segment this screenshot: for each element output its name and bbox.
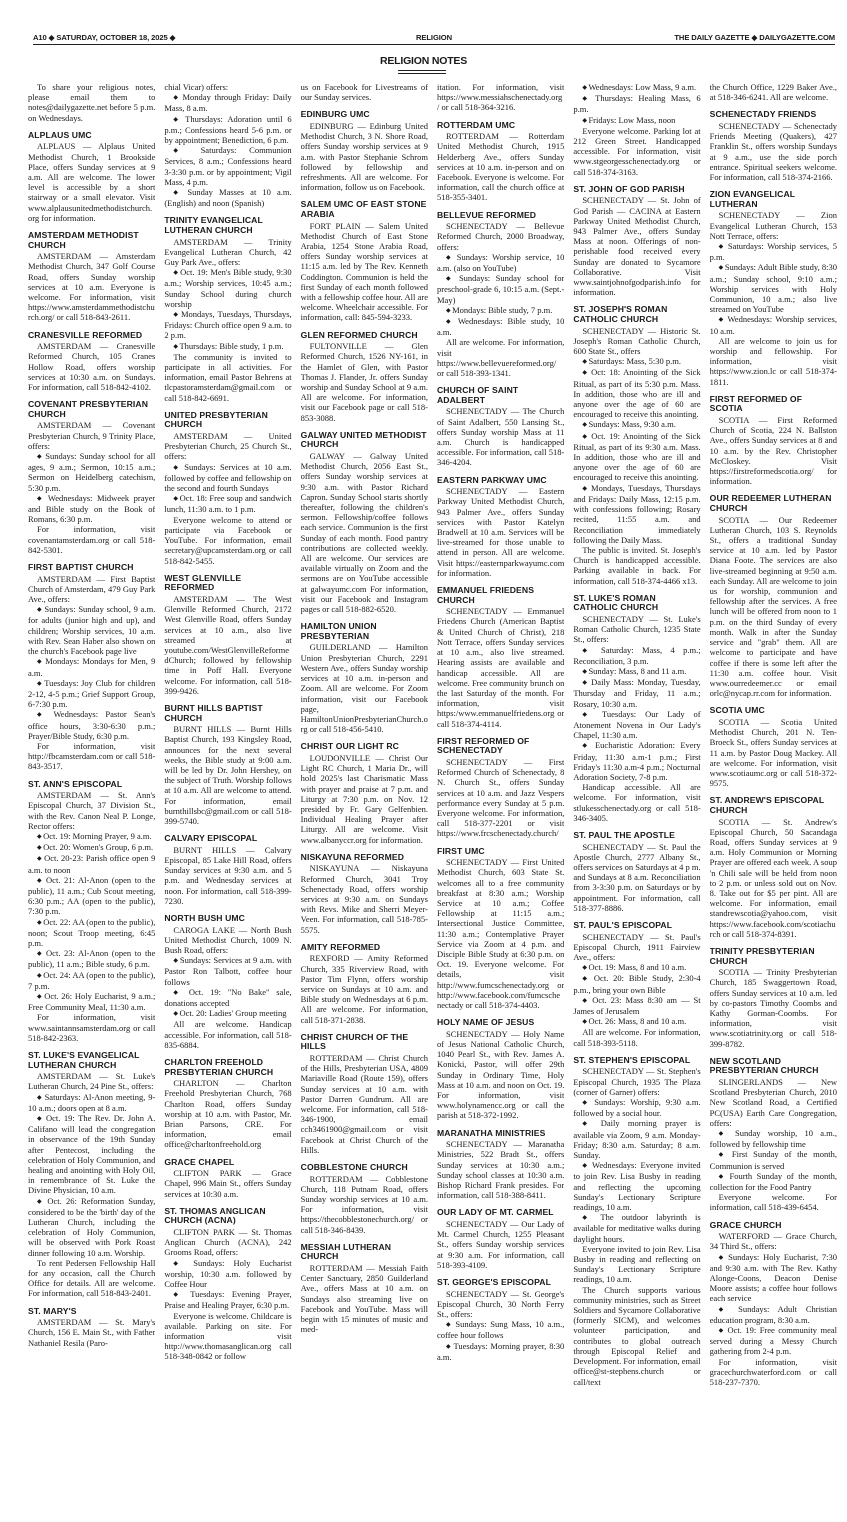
- notice-paragraph: NISKAYUNA — Niskayuna Reformed Church, 3041 Troy Schenectady Road, offers worship services at 9:30 a.m. on Sundays with Revs. Mike and Sherri Meyer-Veen. For information, call 518-785-5575.: [300, 863, 428, 935]
- schedule-bullet-item: ◆ Eucharistic Adoration: Every Friday, 11:30 a.m-1 p.m.; First Friday's 11:30 a.m-4 p.m.; Nocturnal Adoration Society, 7-8 p.m.: [573, 740, 700, 782]
- schedule-bullet-item: ◆ Mondays: Bible study, 7 p.m.: [437, 305, 564, 316]
- schedule-bullet-item: ◆ Sundays: Holy Eucharist worship, 10:30 a.m. followed by Coffee Hour: [164, 1258, 291, 1290]
- schedule-bullet-item: ◆ Oct. 19: Mass, 8 and 10 a.m.: [573, 962, 700, 973]
- schedule-bullet-item: ◆ Sundays: Services at 10 a.m. followed by coffee and fellowship on the second and fourth Sundays: [164, 462, 291, 494]
- schedule-bullet-item: ◆ Sunday worship, 10 a.m., followed by fellowship time: [710, 1128, 837, 1149]
- church-heading: ST. GEORGE'S EPISCOPAL: [437, 1277, 551, 1288]
- page-title: RELIGION NOTES: [379, 55, 468, 67]
- notice-paragraph: SCHENECTADY — Eastern Parkway United Methodist Church, 943 Palmer Ave., offers Sunday services with Pastor Katelyn Bradwell at 10 a.m. Services will be live-streamed for those unable to attend in person. All are welcome. Visit https://easternparkwayumc.com for information.: [437, 486, 565, 578]
- schedule-bullet-item: ◆ Fridays: Low Mass, noon: [573, 115, 700, 126]
- schedule-bullet-item: ◆ Monday through Friday: Daily Mass, 8 a.m.: [164, 92, 291, 113]
- notice-paragraph: CAROGA LAKE — North Bush United Methodist Church, 1009 N. Bush Road, offers:: [164, 924, 292, 955]
- schedule-bullet-item: ◆ Oct. 18: Free soup and sandwich lunch, 11:30 a.m. to 1 p.m.: [164, 493, 291, 514]
- notice-paragraph: Everyone welcome. Parking lot at 212 Green Street. Handicapped accessible. For information, visit www.stgeorgesschenectady.org or call 518-374-3163.: [573, 125, 701, 177]
- schedule-bullet-item: ◆ Mondays: Mondays for Men, 9 a.m.: [28, 656, 155, 677]
- schedule-bullet-item: ◆ Sundays: Sunday school for all ages, 9 a.m.; Sermon, 10:15 a.m.; Sermon on Heidelberg catechism, 5:30 p.m.: [28, 451, 155, 493]
- schedule-bullet-item: ◆ Oct. 26: Reformation Sunday, considered to be the 'birth' day of the Lutheran Church, including the celebration of Holy Communion, will be observed with Pork Roast dinner following 10 a.m. Worship.: [28, 1196, 155, 1258]
- church-heading: FIRST REFORMED OF SCOTIA: [709, 393, 803, 414]
- schedule-bullet-item: ◆ Wednesdays: Pastor Sean's office hours, 3:30-6:30 p.m.; Prayer/Bible Study, 6:30 p.m.: [28, 709, 155, 741]
- notice-paragraph: AMSTERDAM — St. Luke's Lutheran Church, 24 Pine St., offers:: [28, 1071, 156, 1092]
- continued-paragraph: us on Facebook for Livestreams of our Sunday services.: [300, 82, 428, 103]
- church-heading: AMSTERDAM METHODIST CHURCH: [28, 230, 139, 250]
- schedule-bullet-item: ◆ Oct. 23: Mass 8:30 am — St James of Jerusalem: [573, 995, 700, 1016]
- schedule-bullet-item: ◆ Oct. 20: Bible Study, 2:30-4 p.m., bring your own Bible: [573, 973, 700, 994]
- church-heading: FIRST REFORMED OF SCHENECTADY: [437, 735, 530, 756]
- notice-paragraph: The public is invited. St. Joseph's Church is handicapped accessible. Parking available in back. For information, call 518-374-4466 x13.: [573, 544, 701, 586]
- church-heading: OUR LADY OF MT. CARMEL: [437, 1207, 554, 1218]
- notice-paragraph: LOUDONVILLE — Christ Our Light RC Church, 1 Maria Dr., will hold 2025's last Charismatic Mass with prayer and praise at 7 p.m. and Liturgy at 7:30 p.m. on Nov. 12 presided by Fr. Gary Gelfenbien. Individual Healing Prayer after Liturgy. All are welcome. Visit www.albanyccr.org for information.: [300, 752, 428, 845]
- church-heading: SALEM UMC OF EAST STONE ARABIA: [300, 199, 427, 220]
- notice-paragraph: AMSTERDAM — United Presbyterian Church, 25 Church St., offers:: [164, 431, 292, 462]
- church-heading: GLEN REFORMED CHURCH: [300, 329, 418, 340]
- schedule-bullet-item: ◆ Wednesdays: Midweek prayer and Bible study on the Book of Romans, 6:30 p.m.: [28, 493, 155, 525]
- notice-paragraph: For information, visit www.saintannsamsterdam.org or call 518-842-2363.: [28, 1012, 156, 1043]
- notice-paragraph: ROTTERDAM — Messiah Faith Center Sanctuary, 2850 Guilderland Ave., offers Mass at 10 a.m. on Sundays also streaming live on Facebook and YouTube. Mass will begin with 15 minutes of music and med-: [300, 1262, 428, 1335]
- notice-paragraph: AMSTERDAM — Covenant Presbyterian Church, 9 Trinity Place, offers:: [28, 420, 156, 451]
- notice-paragraph: To rent Pedersen Fellowship Hall for any occasion, call the Church Office for details. All are welcome. For information, call 518-843-2401.: [28, 1257, 156, 1299]
- schedule-bullet-item: ◆ Sundays: Sunday school, 9 a.m. for adults (junior high and up), and children; Worship services, 10 a.m. with Rev. Sean Haber also shown on the church's Facebook page live: [28, 604, 155, 656]
- church-heading: ST. STEPHEN'S EPISCOPAL: [573, 1054, 691, 1065]
- notice-paragraph: ROTTERDAM — Christ Church of the Hills, Presbyterian USA, 4809 Mariaville Road (Route 159), offers Sunday services at 10 a.m. with Pastor Darren Gundrum. All are welcome. For information, call 518-346-1900, email cch3461900@gmail.com or visit Facebook at Christ Church of the Hills.: [300, 1052, 428, 1155]
- schedule-bullet-item: ◆ Oct. 19: Men's Bible study, 9:30 a.m.; Worship services, 10:45 a.m.; Sunday School during church worship: [164, 267, 291, 309]
- notice-paragraph: SLINGERLANDS — New Scotland Presbyterian Church, 2010 New Scotland Road, a Certified PC(USA) Earth Care Congregation, offers:: [709, 1076, 837, 1128]
- schedule-bullet-item: ◆ Oct. 20: Women's Group, 6 p.m.: [28, 842, 155, 853]
- text-column: [164, 82, 291, 1514]
- schedule-bullet-item: ◆ Fourth Sunday of the month, collection for the Food Pantry: [710, 1171, 837, 1192]
- church-heading: EASTERN PARKWAY UMC: [437, 474, 547, 485]
- schedule-bullet-item: ◆ Saturdays: Worship services, 5 p.m.: [710, 241, 837, 262]
- text-column: [28, 82, 155, 1514]
- page-date-line: A10 ◆ SATURDAY, OCTOBER 18, 2025 ◆: [33, 33, 176, 42]
- church-heading: BELLEVUE REFORMED: [437, 209, 537, 220]
- church-heading: HOLY NAME OF JESUS: [437, 1017, 535, 1028]
- church-heading: GRACE CHURCH: [709, 1219, 782, 1230]
- schedule-bullet-item: ◆ Thursdays: Healing Mass, 6 p.m.: [573, 93, 700, 114]
- notice-paragraph: The Church supports various community ministries, such as Street Soldiers and Sycamore Collaborative (formerly SICM), and welcomes volunteer participation, and contributes to global outreach through Episcopal Relief and Development. For information, email office@st-stephens.church or call/text: [573, 1284, 701, 1387]
- church-heading: ST. JOSEPH'S ROMAN CATHOLIC CHURCH: [573, 304, 668, 325]
- church-heading: CHRIST OUR LIGHT RC: [300, 741, 399, 752]
- church-heading: UNITED PRESBYTERIAN CHURCH: [164, 409, 268, 430]
- schedule-bullet-item: ◆ Saturdays: Al-Anon meeting, 9-10 a.m.; doors open at 8 a.m.: [28, 1092, 155, 1113]
- schedule-bullet-item: ◆ Thursdays: Bible study, 1 p.m.: [164, 341, 291, 352]
- notice-paragraph: SCHENECTADY — St. Paul the Apostle Church, 2777 Albany St., offers services on Saturdays at 4 p m. and Sundays at 8 a.m. Reconciliation from 3-3:30 p.m. on Saturdays or by appointment. For information, call 518-377-8886.: [573, 841, 701, 913]
- notice-paragraph: AMSTERDAM — St. Mary's Church, 156 E. Main St., with Father Nathaniel Resila (Paro-: [28, 1317, 156, 1348]
- church-heading: CALVARY EPISCOPAL: [164, 833, 258, 844]
- notice-paragraph: SCHENECTADY — St. Luke's Roman Catholic Church, 1235 State St., offers:: [573, 613, 701, 645]
- schedule-bullet-item: ◆ Daily Mass: Monday, Tuesday, Thursday and Friday, 11 a.m.; Rosary, 10:30 a.m.: [573, 677, 700, 709]
- schedule-bullet-item: ◆ Oct. 19: Morning Prayer, 9 a.m.: [28, 831, 155, 842]
- text-column: [573, 82, 700, 1514]
- section-label: RELIGION: [416, 33, 452, 42]
- notice-paragraph: SCOTIA — Our Redeemer Lutheran Church, 103 S. Reynolds St., offers a traditional Sunday service at 10 a.m. led by Pastor Diana Foote. The services are also live-streamed beginning at 9:50 a.m. each Sunday. All are welcome to join us for worship, communion and fellowship after the services. A free lunch will be offered from noon to 1 p.m. on the third Sunday of every month. Walk in after the Sunday service and "grab" them. All are welcome to participate and have coffee if there is some left after the 11:30 a.m. coffee hour. Visit www.ourredeemer.cc or email orlc@nycap.rr.com for information.: [709, 514, 837, 699]
- schedule-bullet-item: ◆ Wednesdays: Worship services, 10 a.m.: [710, 314, 837, 335]
- notice-paragraph: FORT PLAIN — Salem United Methodist Church of East Stone Arabia, 1254 Stone Arabia Road, offers Sunday worship services at 11:15 a.m. led by The Rev. Kenneth Coddington. Communion is held the first Sunday of each month followed with a fellowship coffee hour. All are welcome. Wheelchair accessible. For information, call: 845-594-3233.: [300, 220, 428, 323]
- schedule-bullet-item: ◆ Sundays: Sung Mass, 10 a.m., coffee hour follows: [437, 1319, 564, 1340]
- notice-paragraph: SCHENECTADY — First United Methodist Church, 603 State St. welcomes all to a free community breakfast at 8:30 a.m.; Worship Service at 10 a.m.; Coffee Fellowship at 11:15 a.m.; Intersectional Justice Committee, 11:30 a.m.; Contemplative Prayer Service via Zoom at 4 p.m. and Disciple Bible Study at 6:30 p.m. on Oct. 19. Everyone welcome. For details, visit http://www.fumcschenectady.org or http://www.facebook.com/fumcschenectady or call 518-374-4403.: [437, 857, 565, 1010]
- schedule-bullet-item: ◆ Oct. 19: The Rev. Dr. John A. Califano will lead the congregation in observance of the 19th Sunday after Pentecost, including the celebration of Holy Communion, and healing and anointing with Holy Oil, in remembrance of St. Luke the Divine Physician, 10 a.m.: [28, 1113, 155, 1196]
- text-column: [437, 82, 564, 1514]
- church-heading: GRACE CHAPEL: [164, 1156, 235, 1167]
- schedule-bullet-item: ◆ Daily morning prayer is available via Zoom, 9 a.m. Monday-Friday; 8:30 a.m. Saturday; 8 a.m. Sunday.: [573, 1118, 700, 1160]
- text-column: [710, 82, 837, 1514]
- schedule-bullet-item: ◆ Oct. 20-23: Parish office open 9 a.m. to noon: [28, 853, 155, 874]
- schedule-bullet-item: ◆ Oct. 26: Holy Eucharist, 9 a.m.; Free Community Meal, 11:30 a.m.: [28, 991, 155, 1012]
- notice-paragraph: FULTONVILLE — Glen Reformed Church, 1526 NY-161, in the Hamlet of Glen, with Pastor Thomas J. Flander, Jr. offers Sunday worship and Sunday School at 9 a.m. All are welcome. For information, visit our Facebook page or call 518-853-3088.: [300, 341, 428, 423]
- notice-paragraph: SCHENECTADY — St. John of God Parish — CACINA at Eastern Parkway United Methodist Church, 943 Palmer Ave., offers Sunday Mass at noon. Offerings of non-perishable food received every Sunday are donated to Sycamore Collaborative. Visit www.saintjohnofgodparish.info for information.: [573, 195, 701, 298]
- church-heading: CHARLTON FREEHOLD PRESBYTERIAN CHURCH: [164, 1056, 274, 1077]
- title-double-rule: [398, 70, 446, 74]
- schedule-bullet-item: ◆ Saturday: Mass, 4 p.m.; Reconciliation, 3 p.m.: [573, 645, 700, 666]
- church-heading: CHRIST CHURCH OF THE HILLS: [300, 1031, 409, 1052]
- notice-paragraph: To share your religious notes, please email them to notes@dailygazette.net before 5 p.m. on Wednesdays.: [28, 82, 156, 123]
- schedule-bullet-item: ◆ Mondays, Tuesdays, Thursdays and Fridays: Daily Mass, 12:15 p.m. with confessions following; Rosary recited, 11:55 a.m. and Reconciliation immediately following the Daily Mass.: [573, 483, 700, 545]
- schedule-bullet-item: ◆ Oct. 22: AA (open to the public), noon; Scout Troop meeting, 6:45 p.m.: [28, 917, 155, 949]
- church-heading: CHURCH OF SAINT ADALBERT: [437, 385, 519, 405]
- schedule-bullet-item: ◆ Sunday Masses at 10 a.m. (English) and noon (Spanish): [164, 187, 291, 208]
- notice-paragraph: SCHENECTADY — Emmanuel Friedens Church (American Baptist & United Church of Christ), 218 Nott Terrace, offers Sunday services at 10 a.m., also live streamed. Hearing assists are available and handicap accessible. All are welcome. Free community brunch on the last Saturday of the month. For information, visit https:/www.emmanuelfriedens.org or call 518-374-4114.: [437, 606, 565, 729]
- schedule-bullet-item: ◆ Sundays: Adult Christian education program, 8:30 a.m.: [710, 1304, 837, 1325]
- schedule-bullet-item: ◆ Saturdays: Communion Services, 8 a.m.; Confessions heard 3-3:30 p.m. or by appointment; Vigil Mass, 4 p.m.: [164, 145, 291, 187]
- notice-paragraph: All are welcome. For information, call 518-393-5118.: [573, 1027, 701, 1048]
- notice-paragraph: SCHENECTADY — St. Paul's Episcopal Church, 1911 Fairview Ave., offers:: [573, 931, 701, 962]
- schedule-bullet-item: ◆ Mondays, Tuesdays, Thursdays, Fridays: Church office open 9 a.m. to 2 p.m.: [164, 309, 291, 341]
- notice-paragraph: For information, visit http://fbcamsterdam.com or call 518-843-3517.: [28, 740, 156, 772]
- church-heading: EDINBURG UMC: [300, 109, 370, 120]
- notice-paragraph: The community is invited to participate in all activities. For information, email Pastor Behrens at tlcpastoramsterdam@gmail.com or call 518-842-6691.: [164, 351, 292, 403]
- continued-paragraph: the Church Office, 1229 Baker Ave., at 518-346-6241. All are welcome.: [709, 82, 837, 103]
- church-heading: ST. LUKE'S ROMAN CATHOLIC CHURCH: [573, 592, 659, 613]
- schedule-bullet-item: ◆ Oct. 21: Al-Anon (open to the public), 11 a.m.; Cub Scout meeting, 6:30 p.m.; AA (open to the public), 7:30 p.m.: [28, 875, 155, 917]
- continued-paragraph: chial Vicar) offers:: [164, 82, 229, 92]
- notice-paragraph: SCHENECTADY — Bellevue Reformed Church, 2000 Broadway, offers:: [437, 221, 565, 252]
- notice-paragraph: SCHENECTADY — Schenectady Friends Meeting (Quakers), 427 Franklin St., offers worship Sundays at 9 a.m., use the side porch entrance. Spiritual seekers welcome. For information, call 518-374-2166.: [709, 121, 837, 183]
- schedule-bullet-item: ◆ Oct. 20: Ladies' Group meeting: [164, 1008, 291, 1019]
- notice-paragraph: SCOTIA — Scotia United Methodist Church, 201 N. Ten-Broeck St., offers Sunday services at 11 a.m. by Pastor Doug Mackey. All are welcome. For information, visit www.scotiaumc.org or call 518-372-9575.: [709, 716, 837, 789]
- schedule-bullet-item: ◆ Tuesdays: Morning prayer, 8:30 a.m.: [437, 1341, 564, 1362]
- notice-paragraph: CLIFTON PARK — Grace Chapel, 996 Main St., offers Sunday services at 10:30 a.m.: [164, 1168, 292, 1199]
- notice-paragraph: SCHENECTADY — Historic St. Joseph's Roman Catholic Church, 600 State St., offers: [573, 325, 701, 357]
- schedule-bullet-item: ◆ Sundays: Sunday school for preschool-grade 6, 10:15 a.m. (Sept.-May): [437, 273, 564, 305]
- church-heading: NISKAYUNA REFORMED: [300, 851, 404, 862]
- schedule-bullet-item: ◆ Sundays: Adult Bible study, 8:30 a.m.; Sunday school, 9:10 a.m.; Worship services with Holy Communion, 10 a.m.; also live streamed on YouTube: [710, 262, 837, 314]
- continued-paragraph: itation. For information, visit https://www.messiahschenectady.org/ or call 518-364-3216.: [437, 82, 565, 113]
- church-heading: NORTH BUSH UMC: [164, 912, 245, 923]
- notice-paragraph: Handicap accessible. All are welcome. For information, visit stlukesschenectady.org or call 518-346-3405.: [573, 782, 701, 823]
- notice-paragraph: AMSTERDAM — The West Glenville Reformed Church, 2172 West Glenville Road, offers Sunday services at 10 a.m., also live streamed at youtube.com/WestGlenvilleReformedChurch; followed by fellowship time in Poff Hall. Everyone welcome. For information, call 518-399-9426.: [164, 593, 292, 696]
- notice-paragraph: All are welcome to join us for worship and fellowship. For information, visit https://www.zion.lc or call 518-374-1811.: [709, 335, 837, 387]
- schedule-bullet-item: ◆ Sundays: Worship service, 10 a.m. (also on YouTube): [437, 252, 564, 273]
- church-heading: ST. PAUL THE APOSTLE: [573, 829, 675, 840]
- notice-paragraph: For information, visit gracechurchwaterford.com or call 518-237-7370.: [709, 1356, 837, 1388]
- church-heading: ROTTERDAM UMC: [437, 119, 516, 130]
- church-heading: CRANESVILLE REFORMED: [28, 329, 143, 340]
- notice-paragraph: SCOTIA — First Reformed Church of Scotia, 224 N. Ballston Ave., offers Sunday services at 8 and 10 a.m. by the Rev. Christopher McCloskey. Visit https://firstreformedscotia.org/ for information.: [709, 415, 837, 487]
- church-heading: MARANATHA MINISTRIES: [437, 1127, 546, 1138]
- church-heading: FIRST UMC: [437, 845, 485, 856]
- church-heading: ALPLAUS UMC: [28, 129, 92, 140]
- schedule-bullet-item: ◆ Oct. 19: "No Bake" sale, donations accepted: [164, 987, 291, 1008]
- schedule-bullet-item: ◆ Thursdays: Adoration until 6 p.m.; Confessions heard 5-6 p.m. or by appointment; Benediction, 6 p.m.: [164, 114, 291, 146]
- church-heading: ST. LUKE'S EVANGELICAL LUTHERAN CHURCH: [28, 1050, 140, 1070]
- notice-paragraph: SCHENECTADY — Zion Evangelical Lutheran Church, 153 Nott Terrace, offers:: [709, 210, 837, 241]
- notice-paragraph: SCHENECTADY — St. George's Episcopal Church, 30 North Ferry St., offers:: [437, 1288, 565, 1320]
- schedule-bullet-item: ◆ First Sunday of the month, Communion is served: [710, 1149, 837, 1170]
- notice-paragraph: AMSTERDAM — Trinity Evangelical Lutheran Church, 42 Guy Park Ave., offers:: [164, 236, 292, 268]
- notice-paragraph: SCHENECTADY — The Church of Saint Adalbert, 550 Lansing St., offers Sunday worship Mass at 11 a.m. Church is handicapped accessible. For information, call 518-346-4204.: [437, 406, 565, 468]
- notice-paragraph: SCHENECTADY — Maranatha Ministries, 522 Bradt St., offers Sunday services at 10:30 a.m.; Sunday school classes at 10:30 a.m. Bishop Richard Frank presides. For information, call 518-388-8411.: [437, 1139, 565, 1201]
- church-heading: TRINITY EVANGELICAL LUTHERAN CHURCH: [164, 215, 263, 236]
- schedule-bullet-item: ◆ Oct. 23: Al-Anon (open to the public), 11 a.m.; Bible study, 6 p.m.: [28, 948, 155, 969]
- schedule-bullet-item: ◆ Oct. 19: Anointing of the Sick Ritual, as part of its 9:30 a.m. Mass. In addition, those who are ill and anyone over the age of 60 are encouraged to receive this anointing.: [573, 431, 700, 483]
- notice-paragraph: Everyone welcome. For information, call 518-439-6454.: [709, 1192, 837, 1213]
- schedule-bullet-item: ◆ Sundays: Worship, 9:30 a.m. followed by a social hour.: [573, 1097, 700, 1118]
- notice-paragraph: REXFORD — Amity Reformed Church, 335 Riverview Road, with Pastor Tim Flynn, offers worship service on Sundays at 10 a.m. and Bible study on Wednesdays at 6 p.m. All are welcome. For information, call 518-371-2838.: [300, 953, 428, 1025]
- church-heading: ST. PAUL'S EPISCOPAL: [573, 919, 673, 930]
- schedule-bullet-item: ◆ The outdoor labyrinth is available for meditative walks during daylight hours.: [573, 1212, 700, 1244]
- notice-paragraph: WATERFORD — Grace Church, 34 Third St., offers:: [709, 1231, 837, 1252]
- notice-paragraph: SCHENECTADY — St. Stephen's Episcopal Church, 1935 The Plaza (corner of Garner) offers:: [573, 1066, 701, 1097]
- notice-paragraph: ROTTERDAM — Rotterdam United Methodist Church, 1915 Helderberg Ave., offers Sunday services at 10 a.m. in-person and on Facebook. Everyone is welcome. For information, call the church office at 518-355-3401.: [437, 131, 565, 203]
- notice-paragraph: SCHENECTADY — Our Lady of Mt. Carmel Church, 1255 Pleasant St., offers Sunday worship services at 9:30 a.m. For information, call 518-393-4109.: [437, 1219, 565, 1270]
- notice-paragraph: SCOTIA — Trinity Presbyterian Church, 185 Swaggertown Road, offers Sunday services at 10 a.m. led by co-pastors Timothy Coombs and Kathy Gorman-Coombs. For information, visit www.scotiatrinity.org or call 518-399-8782.: [709, 967, 837, 1049]
- page-masthead: [33, 30, 835, 45]
- church-heading: GALWAY UNITED METHODIST CHURCH: [300, 429, 427, 450]
- notice-paragraph: AMSTERDAM — First Baptist Church of Amsterdam, 479 Guy Park Ave., offers:: [28, 573, 156, 605]
- church-heading: ST. MARY'S: [28, 1305, 77, 1316]
- notice-paragraph: BURNT HILLS — Calvary Episcopal, 85 Lake Hill Road, offers Sunday services at 9:30 a.m. and 5 p.m. and Wednesday services at noon. For information, call 518-399-7230.: [164, 844, 292, 906]
- schedule-bullet-item: ◆ Oct. 19: Free community meal served during a Messy Church gathering from 2-4 p.m.: [710, 1325, 837, 1357]
- notice-paragraph: AMSTERDAM — Cranesville Reformed Church, 105 Cranes Hollow Road, offers worship services at 10:30 a.m. on Sundays. For information, call 518-842-4102.: [28, 341, 156, 393]
- notice-paragraph: GUILDERLAND — Hamilton Union Presbyterian Church, 2291 Western Ave., offers Sunday worship services at 10 a.m. in-person and Zoom. All are welcome. For Zoom information, visit our Facebook page, HamiltonUnionPresbyterianChurch.org or call 518-456-5410.: [300, 642, 428, 735]
- notice-paragraph: BURNT HILLS — Burnt Hills Baptist Church, 193 Kingsley Road, announces for the next several weeks, the Bible study at 9:00 a.m. will be led by Dr. John Hershey, on the subject of Truth. Worship follows at 10 a.m. All are welcome to attend. For information, email burnthillsbc@gmail.com or call 518-399-5740.: [164, 724, 292, 826]
- church-heading: TRINITY PRESBYTERIAN CHURCH: [709, 945, 815, 966]
- notice-paragraph: SCHENECTADY — Holy Name of Jesus National Catholic Church, 1040 Pearl St., with Rev. James A. Konicki, Pastor, will offer 29th Sunday in Ordinary Time, Holy Mass at 10 a.m. and noon on Oct. 19. For information, visit www.holynamencc.org or call the parish at 518-372-1992.: [437, 1028, 565, 1121]
- church-heading: SCHENECTADY FRIENDS: [709, 109, 817, 120]
- notice-paragraph: GALWAY — Galway United Methodist Church, 2056 East St., offers Sunday worship services at 9:30 a.m. with Pastor Richard Capron. Sunday School starts shortly thereafter, following the children's sermon. Fellowship/coffee follows each service. Communion is the first Sunday of each month. Food pantry contributions are collected weekly. All are welcome. Our services are available virtually on Zoom and the sermons are on YouTube accessible at galwayumc.com For information, visit our Facebook and Instagram pages or call 518-882-6520.: [300, 451, 428, 615]
- article-columns: [28, 82, 837, 1514]
- notice-paragraph: ROTTERDAM — Cobblestone Church, 118 Putnam Road, offers Sunday worship services at 10 a.m. For information, visit https://thecobblestonechurch.org/ or call 518-346-8439.: [300, 1173, 428, 1235]
- church-heading: WEST GLENVILLE REFORMED: [164, 572, 242, 593]
- notice-paragraph: SCHENECTADY — First Reformed Church of Schenectady, 8 N. Church St., offers Sunday services at 10 a.m. and Jazz Vespers performance every Sunday at 5 p.m. Everyone welcome. For information, call 518-377-2201 or visit https://www.frcschenectady.church/: [437, 756, 565, 839]
- notice-paragraph: Everyone welcome to attend or participate via Facebook or YouTube. For information, email secretary@upcamsterdam.org or call 518-842-5455.: [164, 514, 292, 566]
- church-heading: COBBLESTONE CHURCH: [300, 1161, 408, 1172]
- schedule-bullet-item: ◆ Sundays: Mass, 9:30 a.m.: [573, 419, 700, 430]
- notice-paragraph: Everyone is welcome. Childcare is available. Parking on site. For information visit http://www.thomasanglican.org call 518-348-0842 or follow: [164, 1310, 292, 1362]
- church-heading: HAMILTON UNION PRESBYTERIAN: [300, 621, 377, 641]
- schedule-bullet-item: ◆ Sunday: Mass, 8 and 11 a.m.: [573, 666, 700, 677]
- church-heading: BURNT HILLS BAPTIST CHURCH: [164, 702, 263, 723]
- church-heading: EMMANUEL FRIEDENS CHURCH: [437, 585, 535, 605]
- notice-paragraph: Everyone invited to join Rev. Lisa Busby in reading and reflecting on Sunday's Lectionary Scripture readings, 10 a.m.: [573, 1243, 701, 1285]
- notice-paragraph: All are welcome. Handicap accessible. For information, call 518-835-6884.: [164, 1019, 292, 1050]
- church-heading: AMITY REFORMED: [300, 941, 381, 952]
- church-heading: OUR REDEEMER LUTHERAN CHURCH: [709, 493, 832, 514]
- notice-paragraph: CHARLTON — Charlton Freehold Presbyterian Church, 768 Charlton Road, offers Sunday worship at 10 a.m. with Pastor, Mr. Brian Parsons, CRE. For information, email office@charltonfreehold.org: [164, 1078, 292, 1150]
- schedule-bullet-item: ◆ Sundays: Holy Eucharist, 7:30 and 9:30 a.m. with The Rev. Kathy Alonge-Coons, Deacon Denise Moore assists; a coffee hour follows each service: [710, 1252, 837, 1304]
- notice-paragraph: For information, visit covenantamsterdam.org or call 518-842-5301.: [28, 524, 156, 555]
- schedule-bullet-item: ◆ Tuesdays: Our Lady of Atonement Novena in Our Lady's Chapel, 11:30 a.m.: [573, 709, 700, 741]
- schedule-bullet-item: ◆ Wednesdays: Low Mass, 9 a.m.: [573, 82, 700, 93]
- schedule-bullet-item: ◆ Sundays: Services at 9 a.m. with Pastor Ron Talbott, coffee hour follows: [164, 955, 291, 987]
- church-heading: ST. THOMAS ANGLICAN CHURCH (ACNA): [164, 1205, 266, 1226]
- church-heading: ST. ANN'S EPISCOPAL: [28, 778, 123, 789]
- schedule-bullet-item: ◆ Oct: 18: Anointing of the Sick Ritual, as part of its 5:30 p.m. Mass. In addition, those who are ill and anyone over the age of 60 are encouraged to receive this anointing.: [573, 367, 700, 419]
- notice-paragraph: EDINBURG — Edinburg United Methodist Church, 3 N. Shore Road, offers Sunday worship services at 9 a.m. with Pastor Stephanie Schrom followed by fellowship and refreshments. All are welcome. For information, follow us on Facebook.: [300, 121, 428, 193]
- notice-paragraph: AMSTERDAM — Amsterdam Methodist Church, 347 Golf Course Road, offers Sunday worship services at 10 a.m. Everyone is welcome. For information, visit https://www.amsterdammethodistchurch.org/ or call 518-843-2611.: [28, 251, 156, 323]
- schedule-bullet-item: ◆ Saturdays: Mass, 5:30 p.m.: [573, 356, 700, 367]
- church-heading: MESSIAH LUTHERAN CHURCH: [300, 1241, 392, 1262]
- church-heading: FIRST BAPTIST CHURCH: [28, 562, 134, 573]
- church-heading: NEW SCOTLAND PRESBYTERIAN CHURCH: [709, 1055, 819, 1076]
- notice-paragraph: All are welcome. For information, visit https://www.bellevuereformed.org/ or call 518-393-1341.: [437, 337, 565, 379]
- schedule-bullet-item: ◆ Tuesdays: Joy Club for children 2-12, 4-5 p.m.; Grief Support Group, 6-7:30 p.m.: [28, 678, 155, 710]
- notice-paragraph: AMSTERDAM — St. Ann's Episcopal Church, 37 Division St., with the Rev. Canon Neal P. Longe, Rector offers:: [28, 790, 156, 831]
- schedule-bullet-item: ◆ Oct. 26: Mass, 8 and 10 a.m.: [573, 1016, 700, 1027]
- notice-paragraph: CLIFTON PARK — St. Thomas Anglican Church (ACNA), 242 Grooms Road, offers:: [164, 1226, 292, 1258]
- schedule-bullet-item: ◆ Tuesdays: Evening Prayer, Praise and Healing Prayer, 6:30 p.m.: [164, 1289, 291, 1310]
- schedule-bullet-item: ◆ Oct. 24: AA (open to the public), 7 p.m.: [28, 970, 155, 991]
- church-heading: SCOTIA UMC: [709, 705, 765, 716]
- church-heading: ST. ANDREW'S EPISCOPAL CHURCH: [709, 795, 825, 815]
- schedule-bullet-item: ◆ Wednesdays: Bible study, 10 a.m.: [437, 316, 564, 337]
- church-heading: ST. JOHN OF GOD PARISH: [573, 183, 685, 194]
- notice-paragraph: ALPLAUS — Alplaus United Methodist Church, 1 Brookside Place, offers Sunday services at 9 a.m. All are welcome. The lower level is accessible by a short stairway or a small elevator. Visit www.alplausunitedmethodistchurch.org for information.: [28, 141, 156, 223]
- church-heading: COVENANT PRESBYTERIAN CHURCH: [28, 399, 149, 419]
- schedule-bullet-item: ◆ Wednesdays: Everyone invited to join Rev. Lisa Busby in reading and reflecting the upcoming Sunday's Lectionary Scripture readings, 10 a.m.: [573, 1160, 700, 1212]
- text-column: [301, 82, 428, 1514]
- church-heading: ZION EVANGELICAL LUTHERAN: [709, 189, 795, 209]
- publication-name: THE DAILY GAZETTE ◆ DAILYGAZETTE.COM: [674, 33, 835, 42]
- notice-paragraph: SCOTIA — St. Andrew's Episcopal Church, 50 Sacandaga Road, offers Sunday services at 9 a.m. Holy Communion or Morning Prayer are offered each week. A soup 'n Chili sale will be held from noon to 2 p.m. or unless sold out on Nov. 8. Take out for $5 per pint. All are welcome. For information, email standrewscotia@yahoo.com, visit https://www.facebook.com/scotiachurch or call 518-374-8391.: [709, 816, 837, 939]
